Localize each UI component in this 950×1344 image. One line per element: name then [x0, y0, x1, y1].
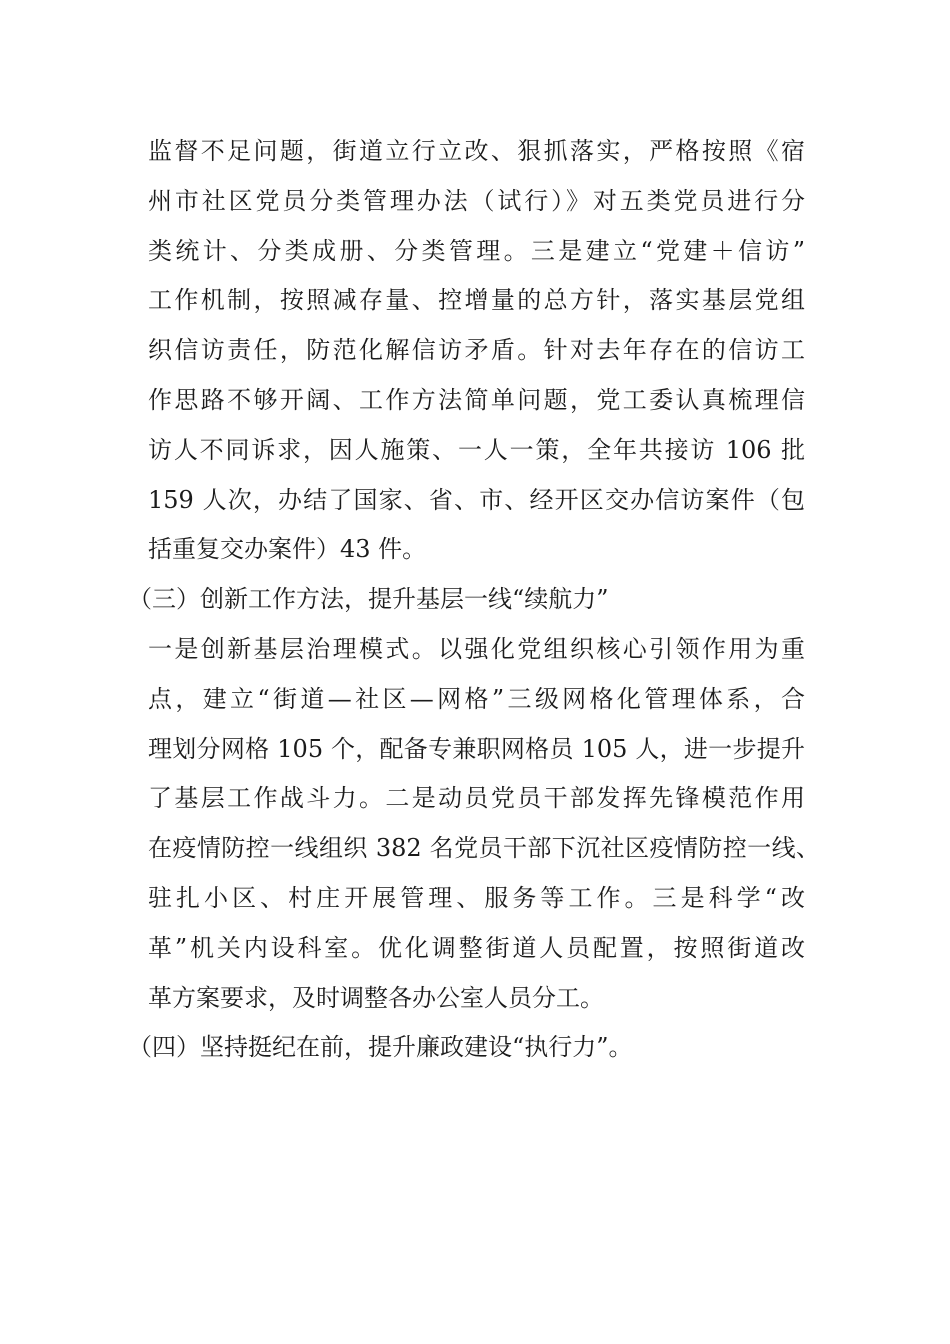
body-text-line: 括重复交办案件）43 件。: [148, 535, 427, 564]
body-text-line: 点，建立“街道—社区—网格”三级网格化管理体系，合: [148, 684, 805, 713]
body-text-line: 革”机关内设科室。优化调整街道人员配置，按照街道改: [148, 933, 805, 962]
body-text-line: 类统计、分类成册、分类管理。三是建立“党建＋信访”: [148, 236, 805, 265]
body-text-line: 一是创新基层治理模式。以强化党组织核心引领作用为重: [148, 634, 805, 663]
body-text-line: 监督不足问题，街道立行立改、狠抓落实，严格按照《宿: [148, 137, 805, 165]
body-text-line: 工作机制，按照减存量、控增量的总方针，落实基层党组: [148, 286, 805, 315]
body-text-line: 作思路不够开阔、工作方法简单问题，党工委认真梳理信: [148, 385, 805, 414]
body-text-line: 159 人次，办结了国家、省、市、经开区交办信访案件（包: [148, 485, 805, 514]
section-heading-3: （三）创新工作方法，提升基层一线“续航力”: [128, 585, 609, 614]
body-text-line: 在疫情防控一线组织 382 名党员干部下沉社区疫情防控一线、: [148, 834, 820, 863]
body-text-line: 理划分网格 105 个，配备专兼职网格员 105 人，进一步提升: [148, 734, 805, 763]
body-text-line: 州市社区党员分类管理办法（试行）》对五类党员进行分: [148, 186, 805, 215]
body-text-line: 驻扎小区、村庄开展管理、服务等工作。三是科学“改: [148, 883, 805, 912]
body-text-line: 了基层工作战斗力。二是动员党员干部发挥先锋模范作用: [148, 784, 805, 813]
body-text-line: 革方案要求，及时调整各办公室人员分工。: [148, 983, 604, 1012]
section-heading-4: （四）坚持挺纪在前，提升廉政建设“执行力”。: [128, 1033, 633, 1062]
body-text-line: 访人不同诉求，因人施策、一人一策，全年共接访 106 批: [148, 435, 805, 464]
body-text-line: 织信访责任，防范化解信访矛盾。针对去年存在的信访工: [148, 336, 805, 365]
document-body: [128, 127, 828, 1073]
